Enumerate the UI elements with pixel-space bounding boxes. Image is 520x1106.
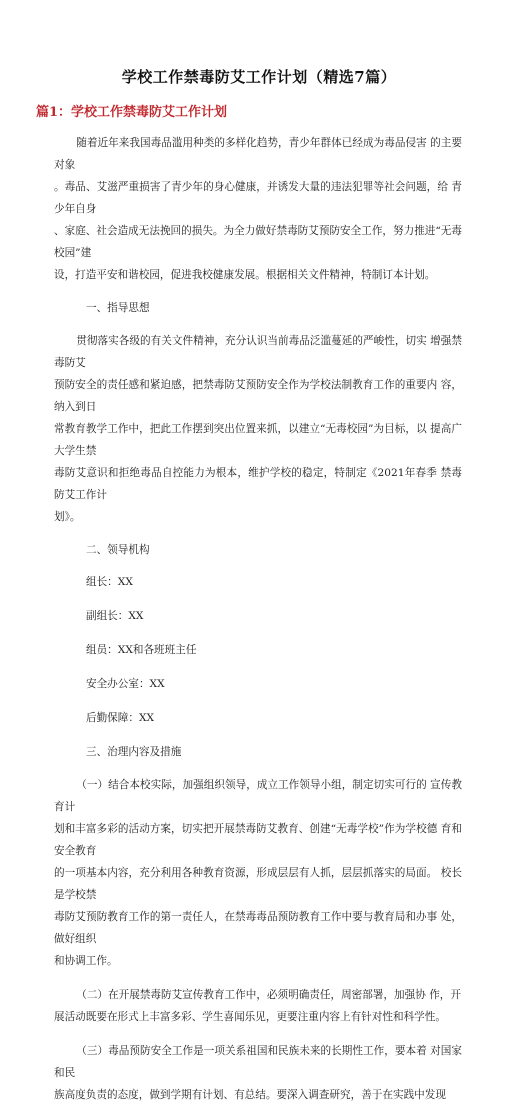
paragraph-line: （三）毒品预防安全工作是一项关系祖国和民族未来的长期性工作，要本着 对国家和民 [54, 1045, 462, 1079]
paragraph-line: （一）结合本校实际，加强组织领导，成立工作领导小组，制定切实可行的 宣传教育计 [54, 779, 462, 813]
paragraph-line: 常教育教学工作中，把此工作摆到突出位置来抓，以建立“无毒校园”为目标，以 提高广大学生禁 [54, 423, 462, 457]
guiding-thought-paragraph [54, 330, 462, 528]
section-heading-guiding-thought: 一、指导思想 [86, 302, 150, 314]
intro-line: 设，打造平安和谐校园，促进我校健康发展。根据相关文件精神，特制订本计划。 [54, 269, 436, 281]
measures-paragraph-2 [54, 984, 462, 1028]
paragraph-line: 和协调工作。 [54, 955, 118, 967]
measures-paragraph-1 [54, 774, 462, 972]
intro-line: 。毒品、艾滋严重损害了青少年的身心健康，并诱发大量的违法犯罪等社会问题，给 青少年自身 [54, 181, 462, 215]
paragraph-line: 毒防艾预防教育工作的第一责任人，在禁毒毒品预防教育工作中要与教育局和办事 处，做好组织 [54, 911, 462, 945]
paragraph-line: 展活动既要在形式上丰富多彩、学生喜闻乐见，更要注重内容上有针对性和科学性。 [54, 1011, 446, 1023]
paragraph-line: 划》。 [54, 511, 81, 523]
intro-line: 、家庭、社会造成无法挽回的损失。为全力做好禁毒防艾预防安全工作，努力推进“无毒校园”建 [54, 225, 462, 259]
paragraph-line: 预防安全的责任感和紧迫感，把禁毒防艾预防安全作为学校法制教育工作的重要内 容，纳入到日 [54, 379, 462, 413]
member-logistics: 后勤保障：XX [86, 712, 155, 724]
article-subtitle: 篇1：学校工作禁毒防艾工作计划 [36, 105, 228, 120]
intro-paragraph [54, 132, 462, 286]
paragraph-line: 贯彻落实各级的有关文件精神，充分认识当前毒品泛滥蔓延的严峻性，切实 增强禁毒防艾 [54, 335, 462, 369]
intro-line: 随着近年来我国毒品滥用种类的多样化趋势，青少年群体已经成为毒品侵害 的主要对象 [54, 137, 462, 171]
paragraph-line: 划和丰富多彩的活动方案，切实把开展禁毒防艾教育、创建“无毒学校”作为学校德 育和安全教育 [54, 823, 462, 857]
paragraph-line: （二）在开展禁毒防艾宣传教育工作中，必须明确责任，周密部署，加强协 作，开 [76, 989, 461, 1001]
member-safety-office: 安全办公室：XX [86, 678, 165, 690]
paragraph-line: 毒防艾意识和拒绝毒品自控能力为根本，维护学校的稳定，特制定《2021年春季 禁毒防艾工作计 [54, 467, 462, 501]
member-deputy-leader: 副组长：XX [86, 610, 144, 622]
paragraph-line: 的一项基本内容，充分利用各种教育资源，形成层层有人抓，层层抓落实的局面。 校长是学校禁 [54, 867, 462, 901]
member-members: 组员：XX和各班班主任 [86, 644, 197, 656]
document-title: 学校工作禁毒防艾工作计划（精选7篇） [121, 68, 397, 86]
paragraph-line: 族高度负责的态度，做到学期有计划、有总结。要深入调查研究，善于在实践中发现 [54, 1089, 446, 1101]
measures-paragraph-3 [54, 1040, 462, 1106]
section-heading-measures: 三、治理内容及措施 [86, 746, 182, 758]
member-leader: 组长：XX [86, 576, 133, 588]
section-heading-leadership: 二、领导机构 [86, 544, 150, 556]
